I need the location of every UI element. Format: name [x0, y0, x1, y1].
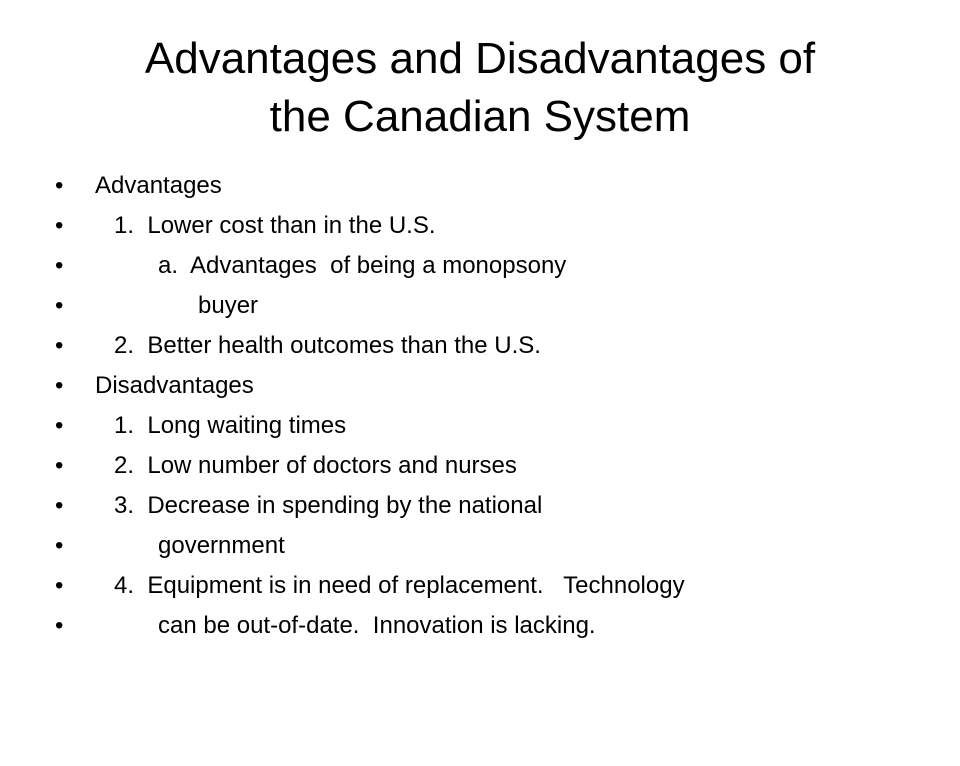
slide-title-line-2: the Canadian System: [269, 92, 691, 141]
slide-title-line-1: Advantages and Disadvantages of: [144, 34, 816, 83]
bullet-item: [55, 526, 935, 566]
bullet-text: a. Advantages of being a monopsony: [158, 252, 567, 279]
bullet-text: buyer: [198, 292, 259, 319]
bullet-item: [55, 606, 935, 646]
bullet-icon: •: [55, 412, 64, 439]
bullet-list: [55, 166, 935, 646]
bullet-icon: •: [55, 212, 64, 239]
bullet-icon: •: [55, 612, 64, 639]
bullet-icon: •: [55, 372, 64, 399]
bullet-item: [55, 166, 935, 206]
bullet-item: [55, 366, 935, 406]
bullet-item: [55, 286, 935, 326]
bullet-item: [55, 246, 935, 286]
bullet-item: [55, 446, 935, 486]
bullet-text: Advantages: [95, 172, 222, 199]
slide-title: [40, 30, 920, 146]
bullet-item: [55, 486, 935, 526]
bullet-icon: •: [55, 332, 64, 359]
bullet-item: [55, 206, 935, 246]
bullet-text: 3. Decrease in spending by the national: [114, 492, 543, 519]
bullet-item: [55, 326, 935, 366]
bullet-text: Disadvantages: [95, 372, 254, 399]
bullet-text: 4. Equipment is in need of replacement. Technology: [114, 572, 685, 599]
bullet-text: 2. Low number of doctors and nurses: [114, 452, 517, 479]
bullet-icon: •: [55, 252, 64, 279]
bullet-icon: •: [55, 172, 64, 199]
bullet-icon: •: [55, 292, 64, 319]
bullet-icon: •: [55, 572, 64, 599]
bullet-item: [55, 566, 935, 606]
bullet-item: [55, 406, 935, 446]
bullet-icon: •: [55, 532, 64, 559]
bullet-text: 1. Lower cost than in the U.S.: [114, 212, 436, 239]
bullet-text: government: [158, 532, 285, 559]
bullet-icon: •: [55, 492, 64, 519]
bullet-text: 1. Long waiting times: [114, 412, 347, 439]
bullet-icon: •: [55, 452, 64, 479]
bullet-text: can be out-of-date. Innovation is lacking.: [158, 612, 596, 639]
bullet-text: 2. Better health outcomes than the U.S.: [114, 332, 541, 359]
